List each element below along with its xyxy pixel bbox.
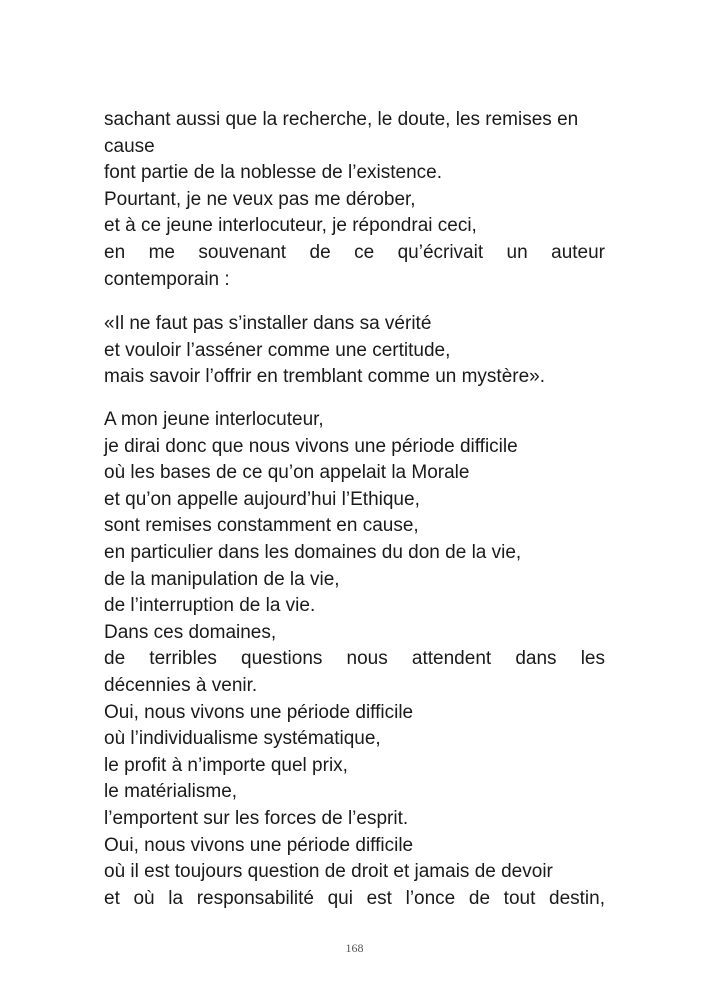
paragraph-3 [104, 407, 605, 912]
text-line: sachant aussi que la recherche, le doute, les remises en [104, 109, 579, 130]
text-line: et vouloir l’asséner comme une certitude, [104, 339, 451, 361]
text-line: je dirai donc que nous vivons une période difficile [104, 435, 518, 457]
text-line: de l’interruption de la vie. [104, 595, 316, 617]
text-line: contemporain : [104, 268, 230, 290]
quote-paragraph [104, 311, 605, 391]
paragraph-1 [104, 107, 605, 293]
text-line: où il est toujours question de droit et jamais de devoir [104, 861, 553, 883]
text-line: le matérialisme, [104, 781, 238, 803]
text-line: décennies à venir. [104, 674, 258, 696]
text-line: de la manipulation de la vie, [104, 568, 340, 590]
text-line: le profit à n’importe quel prix, [104, 754, 348, 776]
text-line: Pourtant, je ne veux pas me dérober, [104, 188, 416, 210]
text-line: en me souvenant de ce qu’écrivait un auteur [104, 241, 605, 263]
text-line: en particulier dans les domaines du don de la vie, [104, 541, 522, 563]
text-line: et à ce jeune interlocuteur, je répondrai ceci, [104, 215, 477, 237]
text-line: Oui, nous vivons une période difficile [104, 701, 414, 723]
text-line: font partie de la noblesse de l’existence. [104, 162, 442, 184]
text-line: et où la responsabilité qui est l’once de tout destin, [104, 887, 605, 909]
text-line: Oui, nous vivons une période difficile [104, 834, 414, 856]
text-line: A mon jeune interlocuteur, [104, 409, 324, 430]
text-line: l’emportent sur les forces de l’esprit. [104, 807, 409, 829]
text-line: Dans ces domaines, [104, 621, 277, 643]
text-line: où les bases de ce qu’on appelait la Morale [104, 462, 470, 484]
text-line: sont remises constamment en cause, [104, 515, 419, 537]
text-line: cause [104, 135, 155, 157]
text-line: «Il ne faut pas s’installer dans sa vérité [104, 313, 432, 334]
page-number: 168 [345, 941, 364, 955]
text-line: et qu’on appelle aujourd’hui l’Ethique, [104, 488, 420, 510]
text-line: de terribles questions nous attendent dans les [104, 648, 605, 670]
text-line: mais savoir l’offrir en tremblant comme un mystère». [104, 366, 546, 388]
text-line: où l’individualisme systématique, [104, 728, 381, 750]
